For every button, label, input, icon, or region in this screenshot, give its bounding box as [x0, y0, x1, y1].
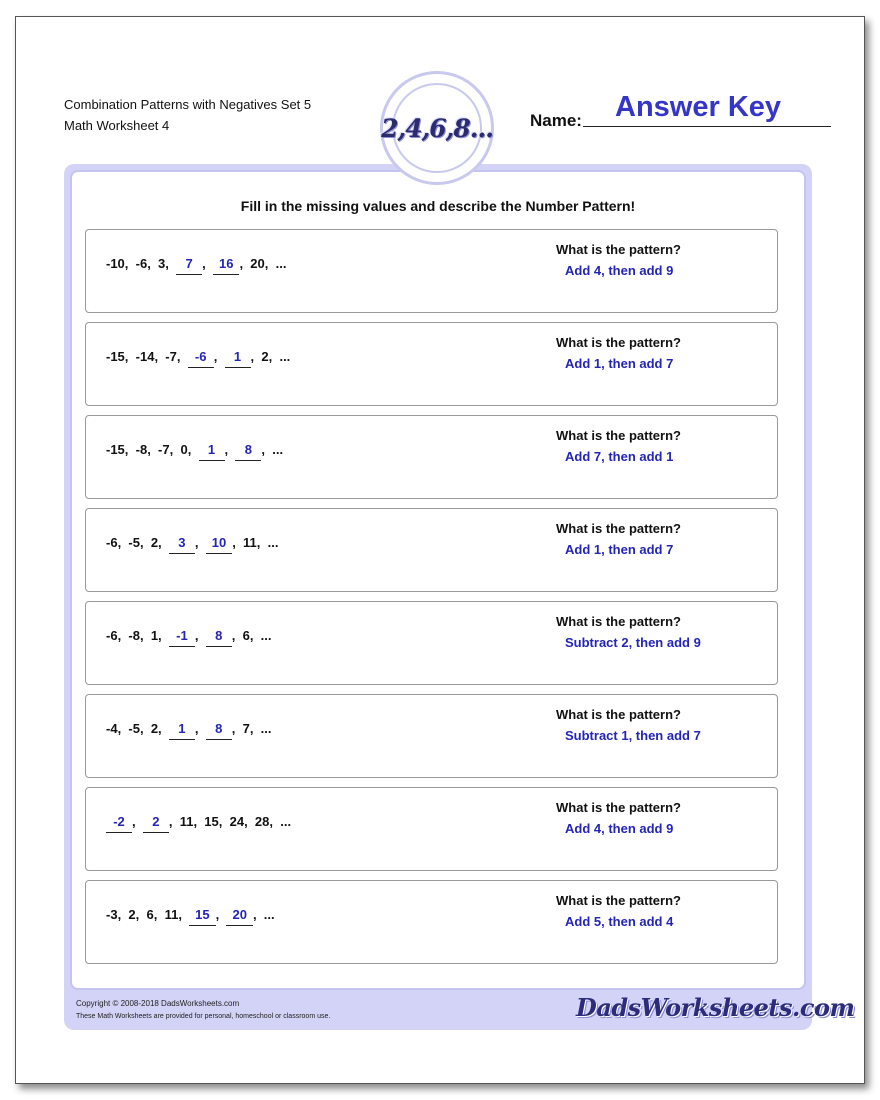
sequence-term: 1 — [150, 628, 159, 643]
pattern-answer: Add 4, then add 9 — [565, 263, 674, 278]
answer-blank: 16 — [213, 256, 239, 275]
problem-box — [85, 508, 778, 592]
answer-blank: -6 — [188, 349, 214, 368]
worksheet-title: Combination Patterns with Negatives Set 5 — [64, 97, 312, 112]
problem-box — [85, 322, 778, 406]
logo-badge — [380, 71, 494, 185]
answer-blank: 7 — [176, 256, 202, 275]
sequence-term: -4 — [106, 721, 118, 736]
pattern-question: What is the pattern? — [556, 428, 681, 443]
sequence-term: 6 — [146, 907, 154, 922]
pattern-answer: Subtract 2, then add 9 — [565, 635, 701, 650]
problem-box — [85, 694, 778, 778]
sequence-term: 6 — [242, 628, 250, 643]
answer-blank: 8 — [206, 628, 232, 647]
sequence-term: 2 — [261, 349, 269, 364]
answer-blank: 20 — [226, 907, 252, 926]
sequence-term: -6 — [106, 628, 118, 643]
sequence: -15, -8, -7, 0, 1 , 8 , ... — [106, 442, 283, 461]
logo-inner-ring — [381, 83, 493, 173]
pattern-question: What is the pattern? — [556, 521, 681, 536]
answer-blank: 15 — [189, 907, 215, 926]
sequence-term: -6 — [135, 256, 148, 271]
instruction-text: Fill in the missing values and describe the Number Pattern! — [240, 198, 636, 214]
sequence-term: -7 — [165, 349, 177, 364]
sequence-term: -15 — [106, 349, 125, 364]
sequence-term: 2 — [150, 721, 159, 736]
sequence-term: -15 — [106, 442, 125, 457]
worksheet-frame — [64, 164, 855, 1030]
sequence-term: -8 — [135, 442, 148, 457]
sequence-term: 11 — [243, 535, 257, 550]
pattern-question: What is the pattern? — [556, 800, 681, 815]
sequence-term: ... — [260, 721, 272, 736]
pattern-answer: Add 4, then add 9 — [565, 821, 674, 836]
pattern-answer: Add 5, then add 4 — [565, 914, 674, 929]
name-line — [583, 126, 831, 127]
sequence-term: 11 — [179, 814, 194, 829]
worksheet-body — [70, 170, 806, 990]
answer-blank: -2 — [106, 814, 132, 833]
pattern-question: What is the pattern? — [556, 614, 681, 629]
sequence: -15, -14, -7, -6 , 1 , 2, ... — [106, 349, 290, 368]
sequence-term: 20 — [250, 256, 265, 271]
copyright-text: Copyright © 2008-2018 DadsWorksheets.com — [76, 999, 240, 1008]
problem-box — [85, 787, 778, 871]
sequence-term: 7 — [242, 721, 250, 736]
answer-blank: 1 — [199, 442, 225, 461]
sequence-term: -10 — [106, 256, 125, 271]
answer-blank: 8 — [206, 721, 232, 740]
answer-key-heading: Answer Key — [615, 91, 782, 123]
answer-blank: 1 — [225, 349, 251, 368]
answer-blank: 2 — [143, 814, 169, 833]
sequence-term: -8 — [128, 628, 140, 643]
sequence-term: ... — [280, 814, 292, 829]
problem-box — [85, 601, 778, 685]
sequence-term: -6 — [106, 535, 118, 550]
sequence-term: -5 — [128, 721, 140, 736]
sequence: -2 , 2 , 11, 15, 24, 28, ... — [106, 814, 291, 833]
sequence: -3, 2, 6, 11, 15 , 20 , ... — [106, 907, 275, 926]
sequence-term: 3 — [158, 256, 166, 271]
sequence-term: 2 — [150, 535, 159, 550]
answer-blank: -1 — [169, 628, 195, 647]
problem-box — [85, 880, 778, 964]
sequence-term: -14 — [135, 349, 155, 364]
sequence-term: 0 — [180, 442, 188, 457]
sequence-term: ... — [260, 628, 272, 643]
sequence: -6, -8, 1, -1 , 8 , 6, ... — [106, 628, 272, 647]
sequence-term: ... — [263, 907, 275, 922]
sequence-term: ... — [279, 349, 291, 364]
pattern-question: What is the pattern? — [556, 707, 681, 722]
usage-notice: These Math Worksheets are provided for personal, homeschool or classroom use. — [76, 1013, 331, 1020]
problem-box — [85, 415, 778, 499]
sequence-term: -7 — [158, 442, 170, 457]
pattern-question: What is the pattern? — [556, 242, 681, 257]
sequence-term: ... — [272, 442, 284, 457]
sequence-term: 2 — [128, 907, 136, 922]
name-label: Name: — [530, 111, 582, 130]
sequence: -4, -5, 2, 1 , 8 , 7, ... — [106, 721, 272, 740]
pattern-answer: Subtract 1, then add 7 — [565, 728, 701, 743]
answer-blank: 8 — [235, 442, 261, 461]
logo-text: 2,4,6,8... — [381, 113, 493, 143]
sequence-term: -3 — [106, 907, 118, 922]
sequence-term: 11 — [164, 907, 179, 922]
sequence-term: 15 — [204, 814, 219, 829]
problem-box — [85, 229, 778, 313]
sequence: -10, -6, 3, 7 , 16 , 20, ... — [106, 256, 286, 275]
answer-blank: 10 — [206, 535, 232, 554]
pattern-question: What is the pattern? — [556, 893, 681, 908]
sequence-term: -5 — [128, 535, 140, 550]
sequence-term: 28 — [254, 814, 270, 829]
pattern-answer: Add 7, then add 1 — [565, 449, 674, 464]
pattern-answer: Add 1, then add 7 — [565, 542, 674, 557]
pattern-answer: Add 1, then add 7 — [565, 356, 674, 371]
sequence-term: ... — [267, 535, 279, 550]
sequence: -6, -5, 2, 3 , 10 , 11, ... — [106, 535, 278, 554]
brand-logo: DadsWorksheets.com — [576, 993, 855, 1022]
sequence-term: 24 — [229, 814, 245, 829]
answer-blank: 1 — [169, 721, 195, 740]
worksheet-subtitle: Math Worksheet 4 — [64, 118, 170, 133]
sequence-term: ... — [275, 256, 287, 271]
answer-blank: 3 — [169, 535, 195, 554]
pattern-question: What is the pattern? — [556, 335, 681, 350]
